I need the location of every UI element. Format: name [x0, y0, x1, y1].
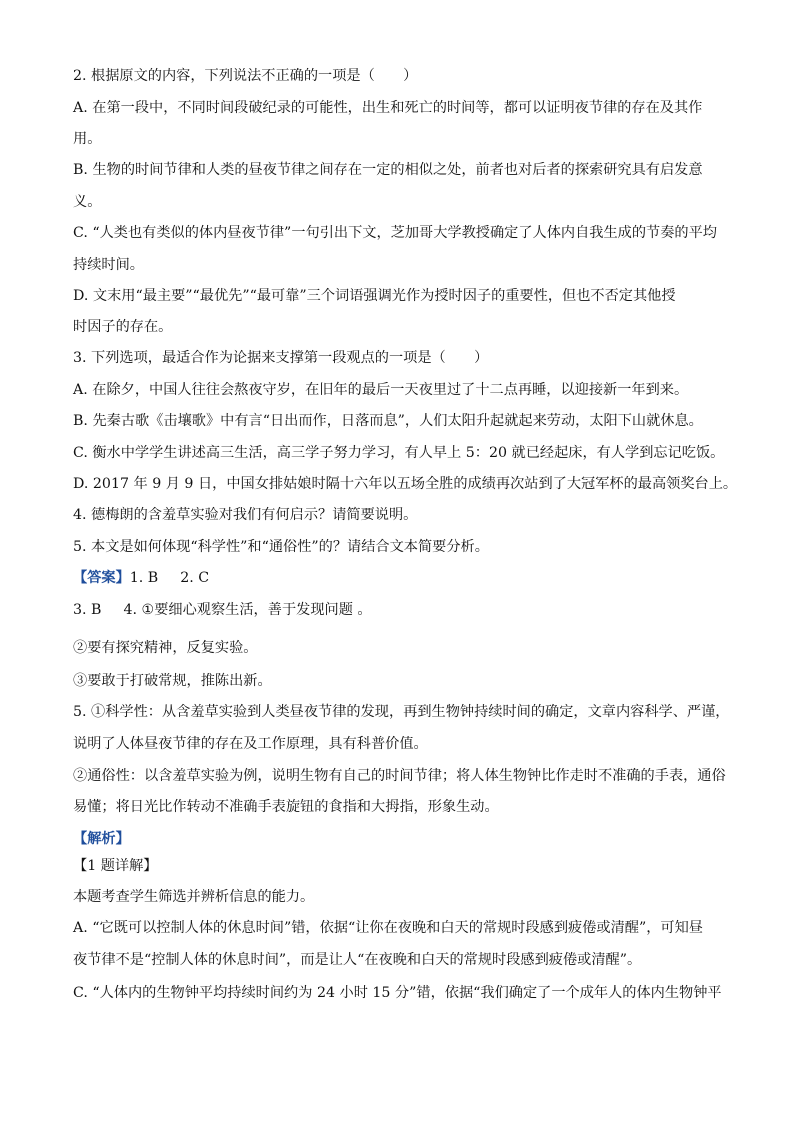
- question-4-stem: 4. 德梅朗的含羞草实验对我们有何启示？请简要说明。: [73, 507, 418, 523]
- question-2-option-c-cont: 持续时间。: [73, 257, 144, 273]
- analysis-label: 【解析】: [73, 831, 130, 847]
- answer-5-line-3: ②通俗性：以含羞草实验为例，说明生物有自己的时间节律；将人体生物钟比作走时不准确的手表，通俗: [73, 768, 726, 784]
- question-2-option-b-cont: 义。: [73, 194, 102, 210]
- answer-5-line-4: 易懂；将日光比作转动不准确手表旋钮的食指和大拇指，形象生动。: [73, 799, 499, 815]
- question-2-option-b: B. 生物的时间节律和人类的昼夜节律之间存在一定的相似之处，前者也对后者的探索研究具有启发意: [73, 162, 703, 178]
- answer-4-point-3: ③要敢于打破常规，推陈出新。: [73, 673, 272, 689]
- question-3-option-d: D. 2017 年 9 月 9 日，中国女排姑娘时隔十六年以五场全胜的成绩再次站到了大冠军杯的最高领奖台上。: [73, 476, 738, 492]
- analysis-q1-intro: 本题考查学生筛选并辨析信息的能力。: [73, 889, 315, 905]
- question-3-option-c: C. 衡水中学学生讲述高三生活，高三学子努力学习，有人早上 5：20 就已经起床，有人学到忘记吃饭。: [73, 445, 725, 461]
- question-2-option-a-cont: 用。: [73, 131, 102, 147]
- question-3-stem: 3. 下列选项，最适合作为论据来支撑第一段观点的一项是（ ）: [73, 350, 489, 366]
- answer-5-line-1: 5. ①科学性：从含羞草实验到人类昼夜节律的发现，再到生物钟持续时间的确定，文章内容科学、严谨，: [73, 704, 730, 720]
- answer-4-point-1: 4. ①要细心观察生活，善于发现问题 。: [123, 602, 372, 618]
- question-3-option-a: A. 在除夕，中国人往往会熬夜守岁，在旧年的最后一天夜里过了十二点再睡，以迎接新一年到来。: [73, 382, 689, 398]
- analysis-q1-option-a: A. “它既可以控制人体的休息时间”错，依据“让你在夜晚和白天的常规时段感到疲倦或清醒”，可知昼: [73, 920, 703, 936]
- answer-3: 3. B: [73, 602, 102, 618]
- question-2-stem: 2. 根据原文的内容，下列说法不正确的一项是（ ）: [73, 68, 418, 84]
- analysis-q1-heading: 【1 题详解】: [73, 858, 158, 874]
- answer-line-1: [73, 568, 723, 588]
- answer-line-2: [73, 600, 723, 620]
- analysis-q1-option-a-cont: 夜节律不是“控制人体的休息时间”，而是让人“在夜晚和白天的常规时段感到疲倦或清醒”。: [73, 952, 642, 968]
- answer-label: 【答案】: [73, 570, 130, 586]
- answer-1: 1. B: [129, 570, 159, 586]
- answer-4-point-2: ②要有探究精神，反复实验。: [73, 640, 258, 656]
- answer-5-line-2: 说明了人体昼夜节律的存在及工作原理，具有科普价值。: [73, 736, 428, 752]
- question-2-option-d-cont: 时因子的存在。: [73, 319, 173, 335]
- question-2-option-c: C. “人类也有类似的体内昼夜节律”一句引出下文，芝加哥大学教授确定了人体内自我生成的节奏的平均: [73, 225, 717, 241]
- question-2-option-a: A. 在第一段中，不同时间段破纪录的可能性，出生和死亡的时间等，都可以证明夜节律的存在及其作: [73, 100, 703, 116]
- question-3-option-b: B. 先秦古歌《击壤歌》中有言“日出而作，日落而息”，人们太阳升起就起来劳动，太阳下山就休息。: [73, 413, 703, 429]
- question-5-stem: 5. 本文是如何体现“科学性”和“通俗性”的？请结合文本简要分析。: [73, 539, 489, 555]
- analysis-q1-option-c: C. “人体内的生物钟平均持续时间约为 24 小时 15 分”错，依据“我们确定了一个成年人的体内生物钟平: [73, 985, 722, 1001]
- question-2-option-d: D. 文末用“最主要”“最优先”“最可靠”三个词语强调光作为授时因子的重要性，但也不否定其他授: [73, 288, 676, 304]
- answer-2: 2. C: [180, 570, 210, 586]
